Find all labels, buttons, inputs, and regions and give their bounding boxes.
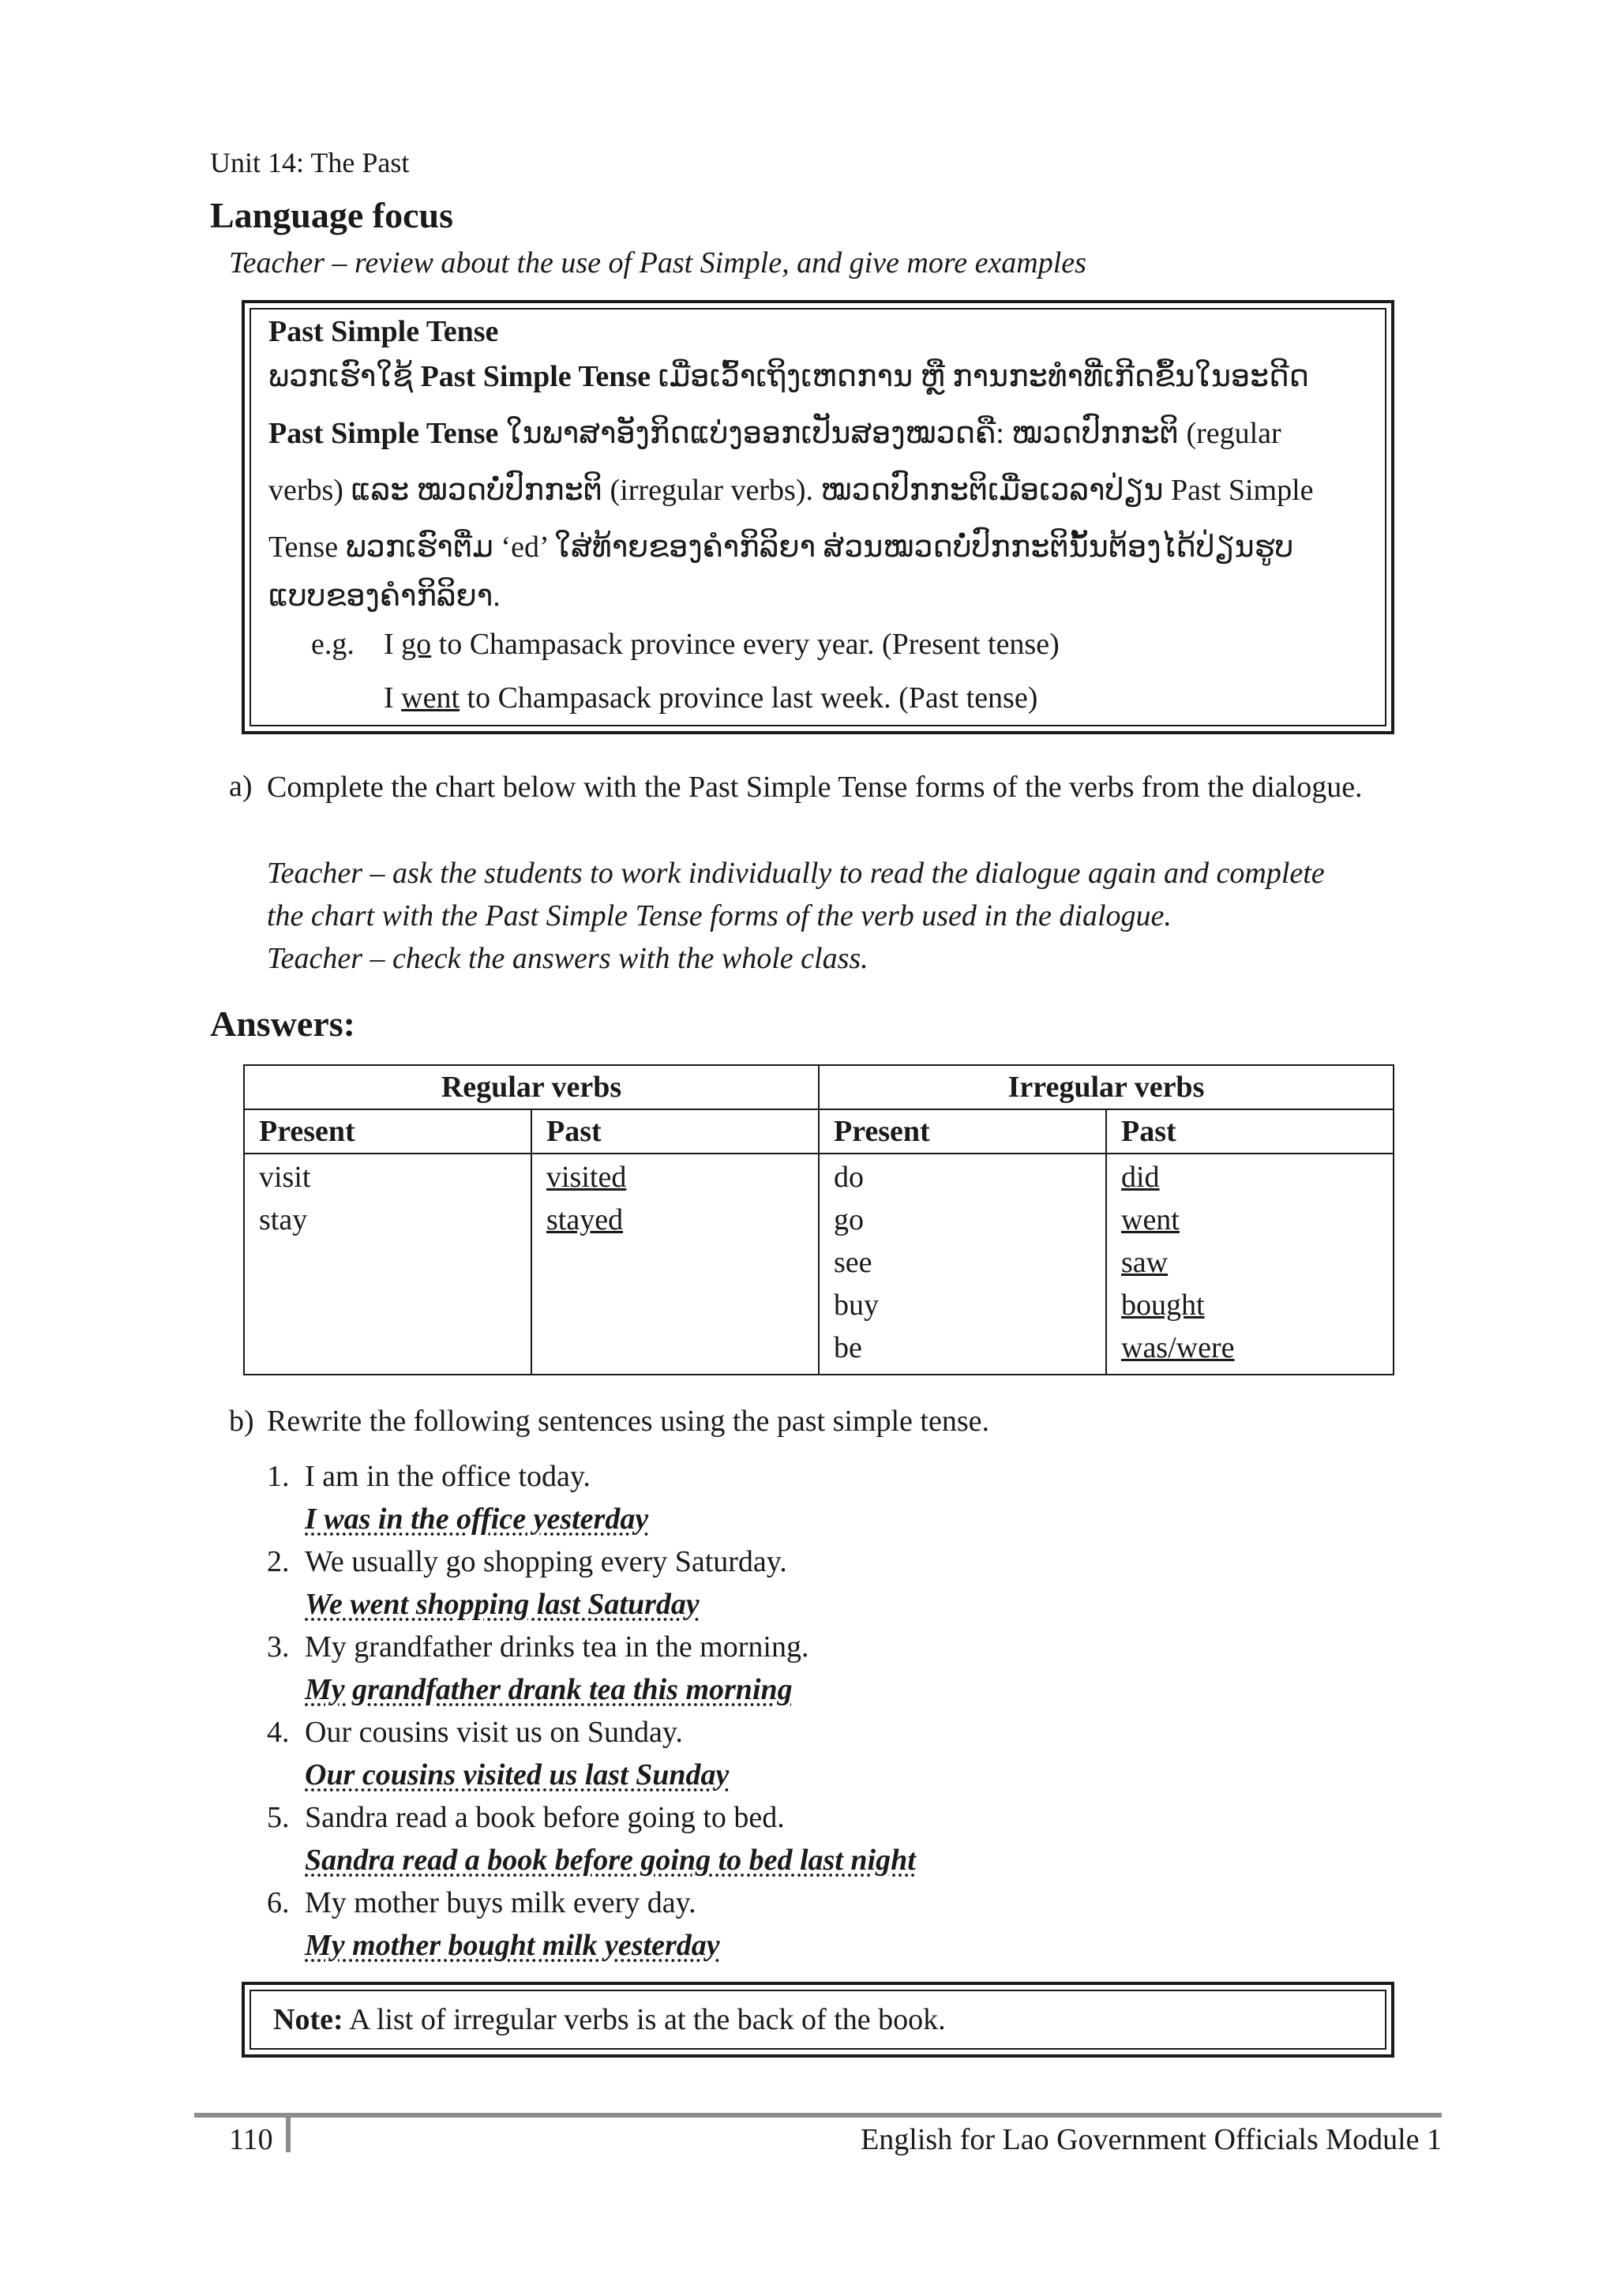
part-b-instruction: Rewrite the following sentences using the past simple tense.	[267, 1405, 989, 1438]
regular-past-cell	[531, 1154, 819, 1375]
header-regular-present: Present	[244, 1109, 531, 1154]
note-box	[242, 1982, 1394, 2058]
grammar-term: Past Simple Tense	[420, 360, 651, 393]
page-number: 110	[229, 2123, 273, 2156]
irregular-present-cell	[819, 1154, 1106, 1375]
unit-title: Unit 14: The Past	[210, 147, 410, 178]
answer-2: We went shopping last Saturday	[305, 1588, 700, 1621]
question-3	[267, 1630, 808, 1664]
part-b-label: b)	[229, 1405, 254, 1438]
example-text: I	[384, 681, 402, 715]
answer-4: Our cousins visited us last Sunday	[305, 1758, 730, 1791]
grammar-text: ໃນພາສາອັງກິດແບ່ງອອກເປັນສອງໝວດຄື: ໝວດປົກກະຕິ (regular	[505, 417, 1281, 450]
irregular-past-cell	[1106, 1154, 1394, 1375]
table-cell: visited	[546, 1161, 627, 1194]
note	[273, 2002, 946, 2037]
example-text: I	[384, 628, 402, 661]
header-regular-verbs: Regular verbs	[244, 1065, 819, 1109]
answers-heading: Answers:	[210, 1004, 355, 1044]
table-cell: visit	[259, 1161, 311, 1194]
grammar-line-3: verbs) ແລະ ໝວດບໍ່ປົກກະຕິ (irregular verbs). ໝວດປົກກະຕິເມື່ອເວລາປ່ຽນ Past Simple	[268, 474, 1314, 507]
grammar-box-title: Past Simple Tense	[268, 315, 499, 348]
teacher-instruction-3: Teacher – check the answers with the whole class.	[267, 942, 869, 975]
question-2	[267, 1544, 787, 1579]
header-irregular-present: Present	[819, 1109, 1106, 1154]
question-sentence: I am in the office today.	[305, 1460, 591, 1493]
footer-divider	[286, 2113, 291, 2152]
table-cell: went	[1121, 1203, 1180, 1236]
table-cell: stayed	[546, 1203, 624, 1236]
regular-present-cell	[244, 1154, 531, 1375]
grammar-text: ພວກເຮົາໃຊ້	[268, 360, 414, 393]
question-6	[267, 1885, 696, 1920]
example-text: to Champasack province every year. (Present tense)	[431, 628, 1060, 661]
note-label: Note:	[273, 2003, 343, 2036]
answer-1: I was in the office yesterday	[305, 1503, 649, 1536]
grammar-line-2	[268, 415, 1281, 451]
question-number: 6.	[267, 1886, 290, 1919]
question-sentence: Sandra read a book before going to bed.	[305, 1801, 785, 1834]
example-past	[384, 681, 1037, 715]
answer-3: My grandfather drank tea this morning	[305, 1673, 793, 1706]
table-cell: stay	[259, 1203, 308, 1236]
question-sentence: We usually go shopping every Saturday.	[305, 1545, 787, 1578]
grammar-line-5: ແບບຂອງຄຳກິລິຍາ.	[268, 580, 501, 613]
table-cell: do	[834, 1161, 864, 1194]
question-5	[267, 1800, 785, 1835]
table-cell: go	[834, 1203, 864, 1236]
section-heading-language-focus: Language focus	[210, 195, 453, 235]
teacher-instruction-1: Teacher – ask the students to work individually to read the dialogue again and complete	[267, 857, 1325, 890]
question-sentence: My mother buys milk every day.	[305, 1886, 696, 1919]
header-irregular-verbs: Irregular verbs	[819, 1065, 1394, 1109]
teacher-instruction-2: the chart with the Past Simple Tense forms of the verb used in the dialogue.	[267, 899, 1172, 932]
teacher-note: Teacher – review about the use of Past Simple, and give more examples	[229, 246, 1086, 279]
answer-6: My mother bought milk yesterday	[305, 1929, 720, 1962]
example-text: to Champasack province last week. (Past tense)	[460, 681, 1038, 715]
question-number: 2.	[267, 1545, 290, 1578]
grammar-line-4: Tense ພວກເຮົາຕື່ມ ‘ed’ ໃສ່ທ້າຍຂອງຄຳກິລິຍາ ສ່ວນໝວດບໍ່ປົກກະຕິນັ້ນຕ້ອງໄດ້ປ່ຽນຮູບ	[268, 531, 1294, 564]
table-cell: saw	[1121, 1246, 1169, 1279]
question-sentence: My grandfather drinks tea in the morning.	[305, 1630, 809, 1664]
example-verb: went	[401, 681, 460, 715]
question-number: 4.	[267, 1716, 290, 1749]
header-regular-past: Past	[531, 1109, 819, 1154]
question-1	[267, 1459, 591, 1494]
answer-5: Sandra read a book before going to bed last night	[305, 1844, 916, 1877]
verbs-table	[243, 1064, 1394, 1375]
table-cell: was/were	[1121, 1331, 1235, 1364]
note-text: A list of irregular verbs is at the back of the book.	[343, 2003, 946, 2036]
header-irregular-past: Past	[1106, 1109, 1394, 1154]
part-a-instruction: Complete the chart below with the Past Simple Tense forms of the verbs from the dialogue.	[267, 771, 1363, 804]
example-label: e.g.	[311, 628, 355, 661]
table-cell: bought	[1121, 1289, 1205, 1322]
grammar-line-1	[268, 358, 1309, 394]
example-present	[384, 627, 1060, 662]
grammar-box	[242, 300, 1394, 734]
part-a-label: a)	[229, 770, 253, 803]
question-number: 5.	[267, 1801, 290, 1834]
table-cell: did	[1121, 1161, 1160, 1194]
question-4	[267, 1715, 683, 1750]
grammar-term: Past Simple Tense	[268, 417, 499, 450]
question-number: 1.	[267, 1460, 290, 1493]
grammar-text: ເມື່ອເວົ້າເຖິງເຫດການ ຫຼື ການກະທຳທີ່ເກີດຂຶ້ນໃນອະດີດ	[658, 360, 1309, 393]
table-cell: buy	[834, 1289, 879, 1322]
example-verb: go	[401, 628, 432, 661]
footer-book-title: English for Lao Government Officials Module 1	[861, 2123, 1442, 2156]
table-cell: see	[834, 1246, 872, 1279]
question-sentence: Our cousins visit us on Sunday.	[305, 1716, 683, 1749]
table-cell: be	[834, 1331, 862, 1364]
question-number: 3.	[267, 1630, 290, 1664]
footer-rule	[194, 2113, 1442, 2118]
